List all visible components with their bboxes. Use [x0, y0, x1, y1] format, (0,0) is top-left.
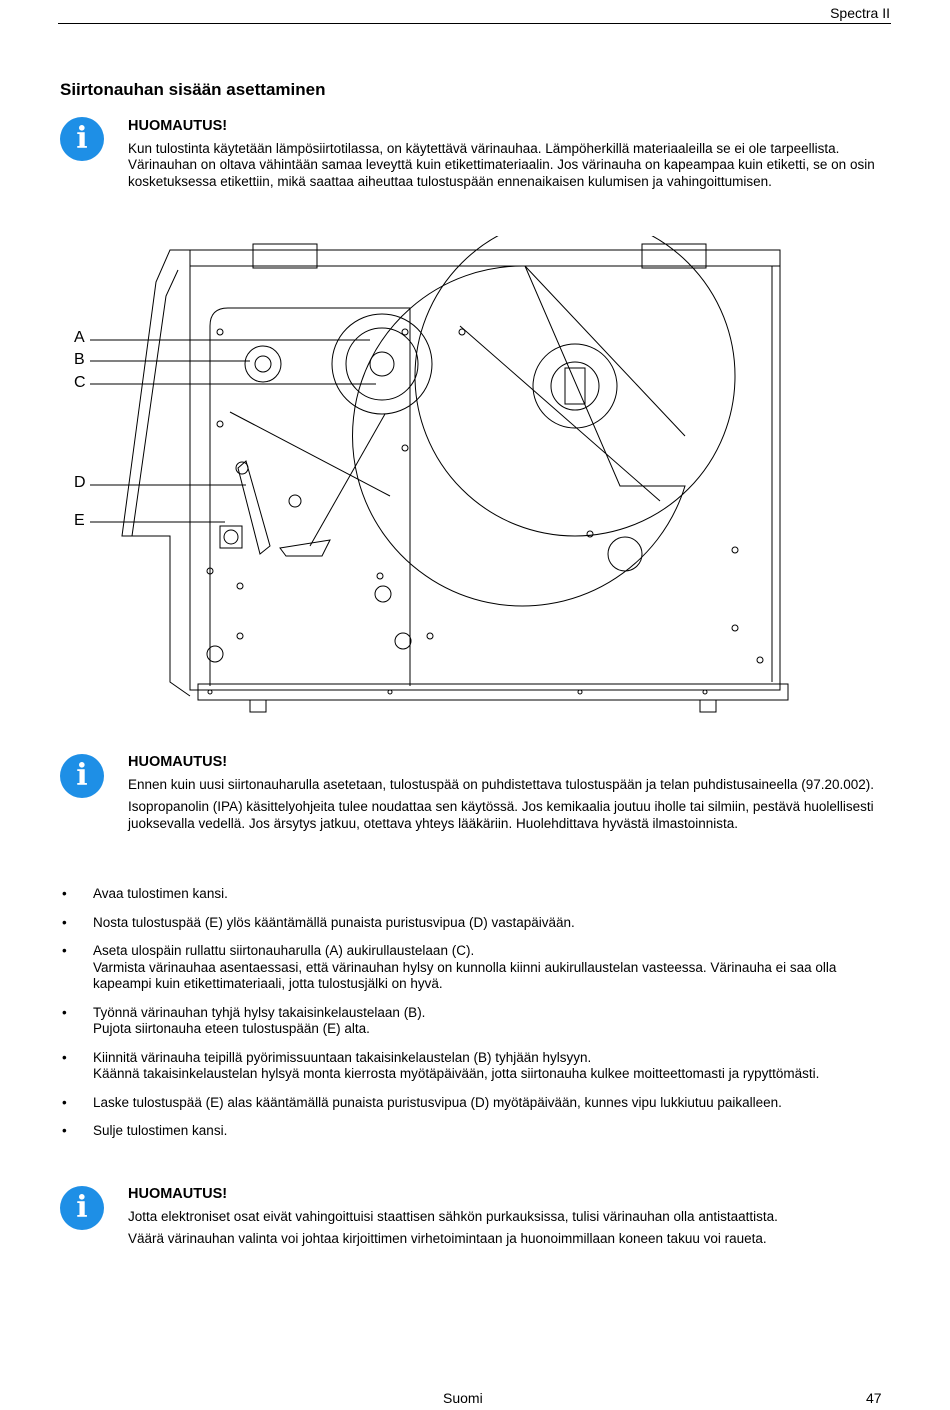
bullet: •: [62, 1004, 67, 1020]
callout-e: E: [74, 512, 85, 529]
footer-language: Suomi: [443, 1390, 483, 1406]
note-3-paragraph-2: Väärä värinauhan valinta voi johtaa kirjoittimen virhetoimintaan ja huonoimmillaan koneen takuu voi raueta.: [128, 1231, 767, 1246]
list-item: • Avaa tulostimen kansi.: [62, 886, 228, 901]
running-header: Spectra II: [830, 5, 890, 21]
hinge-right: [642, 244, 706, 268]
note-2-paragraph-2: Isopropanolin (IPA) käsittelyohjeita tulee noudattaa sen käytössä. Jos kemikaalia joutuu iholle tai silmiin, pestävä huolellisesti juoksevalla vedellä. Jos ärsytys jatkuu, otettava yhteys lääkäriin. Huolehdittava hyvästä ilmastoinnista.: [128, 799, 874, 831]
round-cutout: [608, 537, 642, 571]
list-item: • Kiinnitä värinauha teipillä pyörimissuuntaan takaisinkelaustelan (B) tyhjään hylsyyn. Käännä takaisinkelaustelan hylsyä monta kierrosta myötäpäivään, jotta siirtonauha kulkee moitteettomasti ja rypyttömästi.: [62, 1049, 820, 1081]
list-item: • Työnnä värinauhan tyhjä hylsy takaisinkelaustelaan (B). Pujota siirtonauha eteen tulostuspään (E) alta.: [62, 1004, 426, 1036]
note-2-paragraph-1: Ennen kuin uusi siirtonauharulla asetetaan, tulostuspää on puhdistettava tulostuspään ja telan puhdistusaineella (97.20.002).: [128, 776, 875, 792]
callout-a: A: [74, 329, 85, 346]
frame-outline: [190, 250, 780, 690]
bullet: •: [62, 886, 67, 901]
callout-c: C: [74, 374, 86, 391]
rewind-hub: [245, 346, 281, 382]
bullet: •: [62, 1049, 67, 1065]
note-1-heading: HUOMAUTUS!: [128, 118, 228, 134]
cover-outline: [122, 250, 190, 696]
list-item: • Aseta ulospäin rullattu siirtonauharulla (A) aukirullaustelaan (C). Varmista värinauhaa asentaessasi, että värinauhan hylsy on kunnolla kiinni aukirullaustelan vasteessa. Värinauha ei saa olla kapeampi kuin etikettimateriaali, jotta tulostusjälki on hyvä.: [62, 943, 837, 991]
note-2-heading: HUOMAUTUS!: [128, 754, 228, 770]
list-item: • Nosta tulostuspää (E) ylös kääntämällä punaista puristusvipua (D) vastapäivään.: [62, 914, 575, 930]
section-title: Siirtonauhan sisään asettaminen: [60, 80, 326, 99]
hinge-left: [253, 244, 317, 268]
printer-diagram-svg: [60, 236, 790, 726]
bullet: •: [62, 1123, 67, 1138]
info-icon: i: [60, 117, 104, 161]
note-3-paragraph-1: Jotta elektroniset osat eivät vahingoittuisi staattisen sähkön purkauksissa, tulisi värinauhan olla antistaattista.: [128, 1208, 778, 1224]
bullet: •: [62, 943, 67, 958]
inner-plate: [210, 308, 410, 686]
print-head: [220, 526, 242, 548]
callout-b: B: [74, 351, 85, 368]
info-icon: i: [60, 1186, 104, 1230]
bottom-rail: [198, 684, 788, 700]
note-3-heading: HUOMAUTUS!: [128, 1186, 228, 1202]
supply-disc: [353, 266, 685, 606]
bullet: •: [62, 1094, 67, 1110]
supply-hub: [533, 344, 617, 428]
info-icon: i: [60, 754, 104, 798]
page-number: 47: [866, 1390, 882, 1406]
printer-diagram: [60, 236, 790, 726]
callout-d: D: [74, 474, 86, 491]
list-item: • Laske tulostuspää (E) alas kääntämällä punaista puristusvipua (D) myötäpäivään, kunnes vipu lukkiutuu paikalleen.: [62, 1094, 782, 1110]
header-divider: [58, 23, 891, 24]
bullet: •: [62, 914, 67, 930]
pressure-lever: [238, 461, 270, 554]
note-1: [128, 118, 888, 196]
step-list: [60, 886, 890, 1152]
note-1-text: Kun tulostinta käytetään lämpösiirtotilassa, on käytettävä värinauhaa. Lämpöherkillä materiaaleilla se ei ole tarpeellista. Värinauhan on oltava vähintään samaa leveyttä kuin etikettimateriaalin. Jos värinauha on kapeampaa kuin etiketti, se on osin kosketuksessa etikettiin, mikä saattaa aiheuttaa tulostuspään ennenaikaisen kulumisen ja vahingoittumisen.: [128, 140, 875, 189]
note-2: [128, 754, 888, 838]
note-3: [128, 1186, 888, 1254]
list-item: • Sulje tulostimen kansi.: [62, 1123, 228, 1138]
